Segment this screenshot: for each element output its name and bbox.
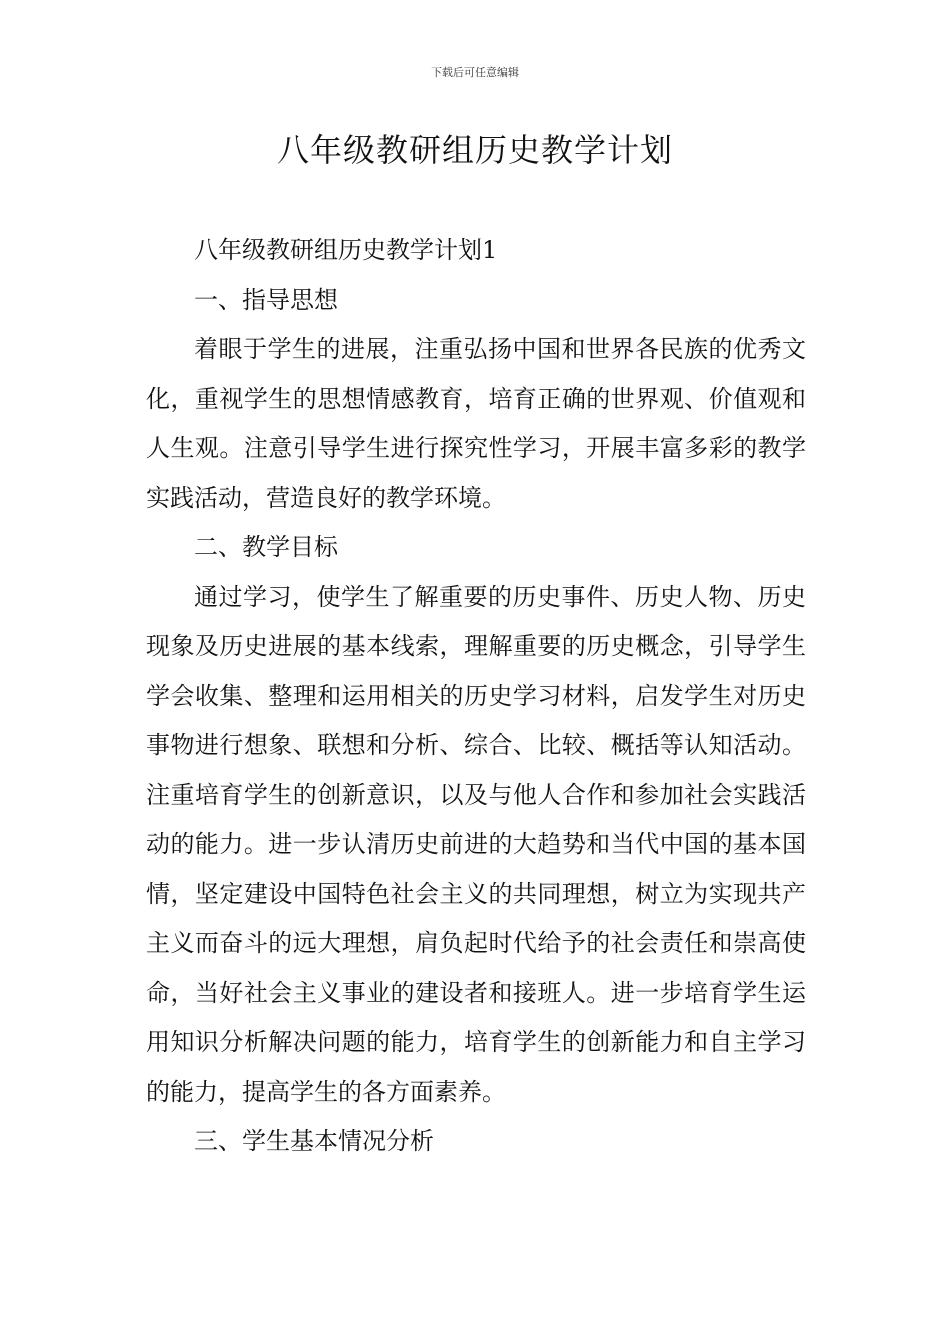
- page-header-note: 下载后可任意编辑: [431, 66, 519, 79]
- document-body: [146, 226, 806, 1167]
- section-heading-teaching-goals: 二、教学目标: [194, 533, 338, 561]
- section-heading-student-analysis: 三、学生基本情况分析: [194, 1127, 434, 1155]
- section-body-guiding-thought: 着眼于学生的进展，注重弘扬中国和世界各民族的优秀文化，重视学生的思想情感教育，培育正确的世界观、价值观和人生观。注意引导学生进行探究性学习，开展丰富多彩的教学实践活动，营造良好的教学环境。: [146, 335, 806, 512]
- document-subtitle: 八年级教研组历史教学计划1: [194, 236, 498, 264]
- section-heading-guiding-thought: 一、指导思想: [194, 285, 338, 314]
- document-title: 八年级教研组历史教学计划: [276, 131, 673, 169]
- section-body-teaching-goals: 通过学习，使学生了解重要的历史事件、历史人物、历史现象及历史进展的基本线索，理解重要的历史概念，引导学生学会收集、整理和运用相关的历史学习材料，启发学生对历史事物进行想象、联想和分析、综合、比较、概括等认知活动。注重培育学生的创新意识，以及与他人合作和参加社会实践活动的能力。进一步认清历史前进的大趋势和当代中国的基本国情，坚定建设中国特色社会主义的共同理想，树立为实现共产主义而奋斗的远大理想，肩负起时代给予的社会责任和崇高使命，当好社会主义事业的建设者和接班人。进一步培育学生运用知识分析解决问题的能力，培育学生的创新能力和自主学习的能力，提高学生的各方面素养。: [146, 582, 806, 1106]
